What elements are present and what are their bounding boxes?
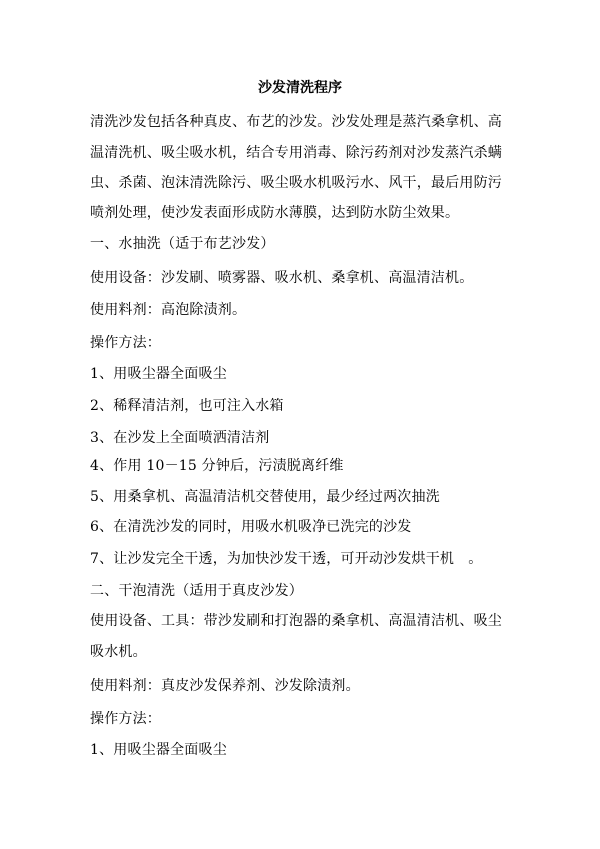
equipment-line: 使用设备、工具：带沙发刷和打泡器的桑拿机、高温清洁机、吸尘 [90, 613, 502, 629]
intro-paragraph-line: 虫、杀菌、泡沫清洗除污、吸尘吸水机吸污水、风干，最后用防污 [90, 175, 502, 191]
step-item: 4、作用 10－15 分钟后，污渍脱离纤维 [90, 458, 344, 474]
document-title: 沙发清洗程序 [258, 80, 342, 96]
step-item: 5、用桑拿机、高温清洁机交替使用，最少经过两次抽洗 [90, 489, 440, 505]
step-item: 1、用吸尘器全面吸尘 [90, 366, 227, 382]
equipment-line: 使用设备：沙发刷、喷雾器、吸水机、桑拿机、高温清洁机。 [90, 270, 474, 286]
section-heading: 二、干泡清洗（适用于真皮沙发） [90, 583, 303, 599]
materials-line: 使用料剂：高泡除渍剂。 [90, 302, 247, 318]
step-item: 6、在清洗沙发的同时，用吸水机吸净已洗完的沙发 [90, 519, 412, 535]
step-item: 1、用吸尘器全面吸尘 [90, 742, 227, 758]
method-label: 操作方法： [90, 335, 161, 351]
method-label: 操作方法： [90, 711, 161, 727]
intro-paragraph-line: 清洗沙发包括各种真皮、布艺的沙发。沙发处理是蒸汽桑拿机、高 [90, 114, 502, 130]
section-heading: 一、水抽洗（适于布艺沙发） [90, 236, 275, 252]
materials-line: 使用料剂：真皮沙发保养剂、沙发除渍剂。 [90, 678, 360, 694]
step-item: 7、让沙发完全干透，为加快沙发干透，可开动沙发烘干机 。 [90, 551, 483, 567]
step-item: 3、在沙发上全面喷洒清洁剂 [90, 430, 270, 446]
equipment-line: 吸水机。 [90, 644, 147, 660]
step-item: 2、稀释清洁剂，也可注入水箱 [90, 398, 284, 414]
intro-paragraph-line: 温清洗机、吸尘吸水机，结合专用消毒、除污药剂对沙发蒸汽杀螨 [90, 145, 502, 161]
intro-paragraph-line: 喷剂处理，使沙发表面形成防水薄膜，达到防水防尘效果。 [90, 205, 460, 221]
